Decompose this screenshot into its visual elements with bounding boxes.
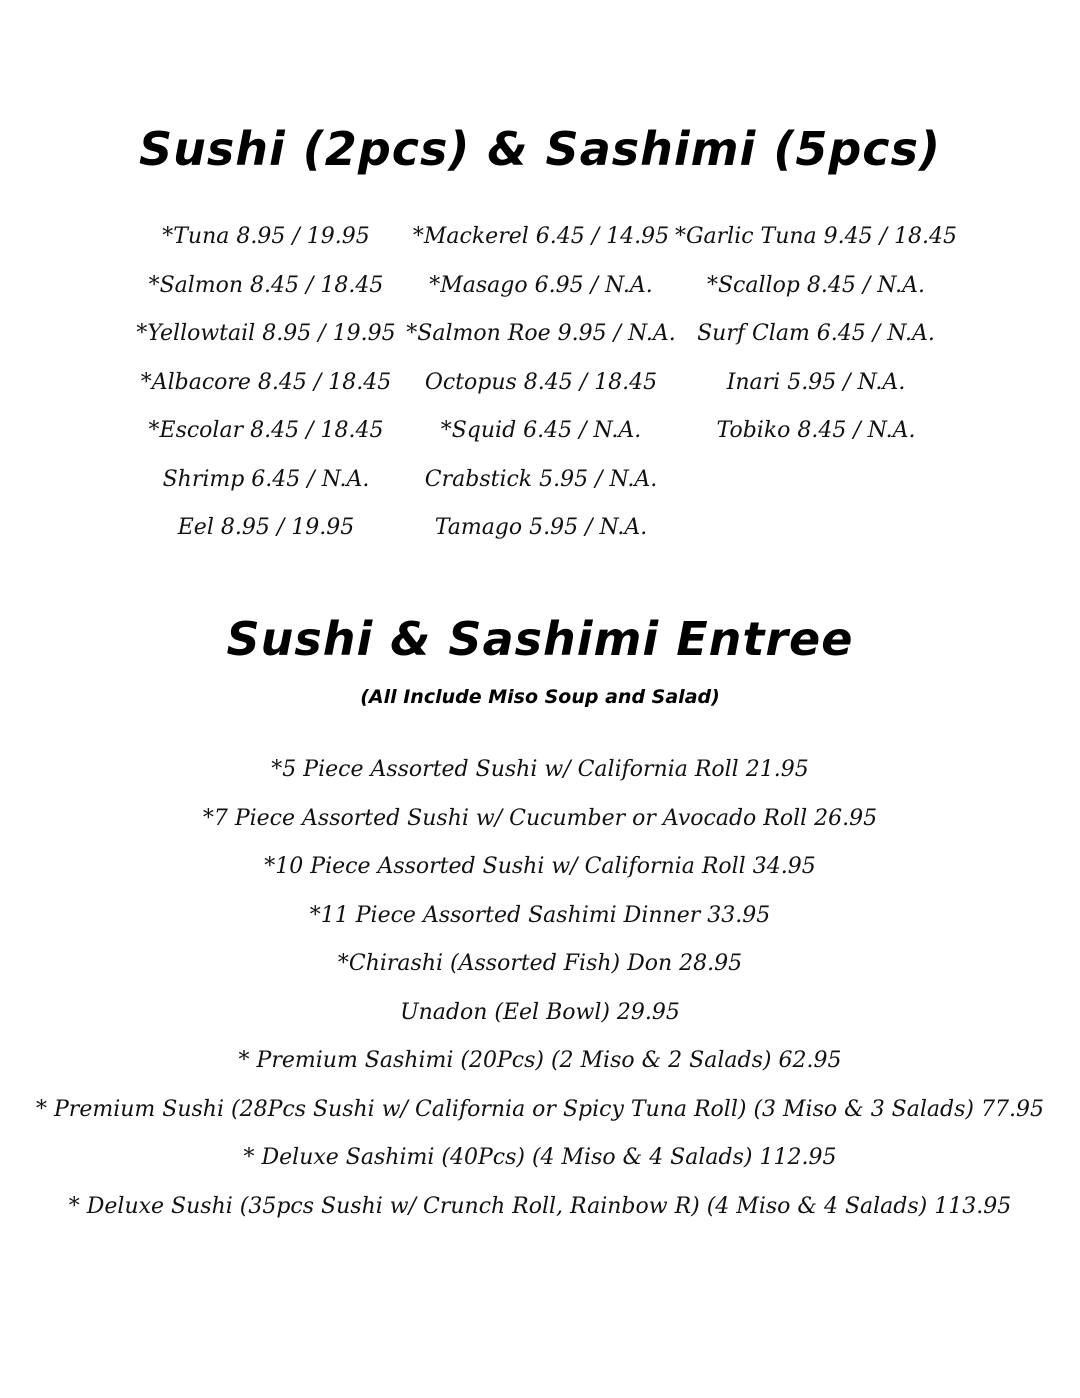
entree-subtitle: (All Include Miso Soup and Salad)	[360, 686, 720, 708]
menu-item-salmon: *Salmon 8.45 / 18.45	[148, 272, 384, 298]
entree-title: Sushi & Sashimi Entree	[226, 612, 854, 666]
menu-item-tobiko: Tobiko 8.45 / N.A.	[716, 418, 916, 443]
menu-item-surf-clam: Surf Clam 6.45 / N.A.	[697, 321, 935, 346]
entree-item-deluxe-sushi: * Deluxe Sushi (35pcs Sushi w/ Crunch Roll, Rainbow R) (4 Miso & 4 Salads) 113.95	[68, 1193, 1012, 1219]
entree-item-unadon: Unadon (Eel Bowl) 29.95	[400, 999, 680, 1025]
entree-item-premium-sashimi: * Premium Sashimi (20Pcs) (2 Miso & 2 Salads) 62.95	[238, 1048, 842, 1073]
menu-item-inari: Inari 5.95 / N.A.	[726, 369, 906, 395]
sushi-sashimi-title: Sushi (2pcs) & Sashimi (5pcs)	[139, 122, 941, 176]
entree-item-5pc-sushi: *5 Piece Assorted Sushi w/ California Roll 21.95	[271, 757, 809, 782]
entree-item-11pc-sashimi: *11 Piece Assorted Sashimi Dinner 33.95	[309, 902, 771, 928]
menu-item-shrimp: Shrimp 6.45 / N.A.	[162, 466, 370, 492]
menu-item-garlic-tuna: *Garlic Tuna 9.45 / 18.45	[674, 224, 958, 249]
entree-item-deluxe-sashimi: * Deluxe Sashimi (40Pcs) (4 Miso & 4 Salads) 112.95	[243, 1145, 837, 1170]
menu-item-crabstick: Crabstick 5.95 / N.A.	[424, 466, 658, 492]
menu-item-scallop: *Scallop 8.45 / N.A.	[706, 272, 925, 298]
menu-column-1	[121, 218, 411, 558]
menu-item-masago: *Masago 6.95 / N.A.	[429, 272, 653, 298]
entree-item-10pc-sushi: *10 Piece Assorted Sushi w/ California Roll 34.95	[264, 854, 816, 879]
menu-item-mackerel: *Mackerel 6.45 / 14.95	[412, 224, 670, 249]
menu-item-octopus: Octopus 8.45 / 18.45	[424, 369, 658, 395]
entree-item-chirashi: *Chirashi (Assorted Fish) Don 28.95	[337, 951, 743, 976]
menu-item-tuna: *Tuna 8.95 / 19.95	[162, 224, 370, 249]
entree-list	[0, 750, 1080, 1235]
menu-item-salmon-roe: *Salmon Roe 9.95 / N.A.	[406, 321, 676, 346]
menu-item-yellowtail: *Yellowtail 8.95 / 19.95	[136, 321, 396, 346]
menu-item-tamago: Tamago 5.95 / N.A.	[434, 515, 648, 540]
menu-item-eel: Eel 8.95 / 19.95	[177, 515, 355, 540]
menu-item-squid: *Squid 6.45 / N.A.	[440, 418, 642, 443]
menu-column-2	[396, 218, 686, 558]
menu-item-escolar: *Escolar 8.45 / 18.45	[148, 418, 384, 443]
menu-column-3	[671, 218, 961, 461]
entree-item-7pc-sushi: *7 Piece Assorted Sushi w/ Cucumber or Avocado Roll 26.95	[202, 805, 878, 831]
entree-item-premium-sushi: * Premium Sushi (28Pcs Sushi w/ California or Spicy Tuna Roll) (3 Miso & 3 Salads) 77.95	[36, 1096, 1044, 1122]
menu-item-albacore: *Albacore 8.45 / 18.45	[140, 369, 392, 395]
